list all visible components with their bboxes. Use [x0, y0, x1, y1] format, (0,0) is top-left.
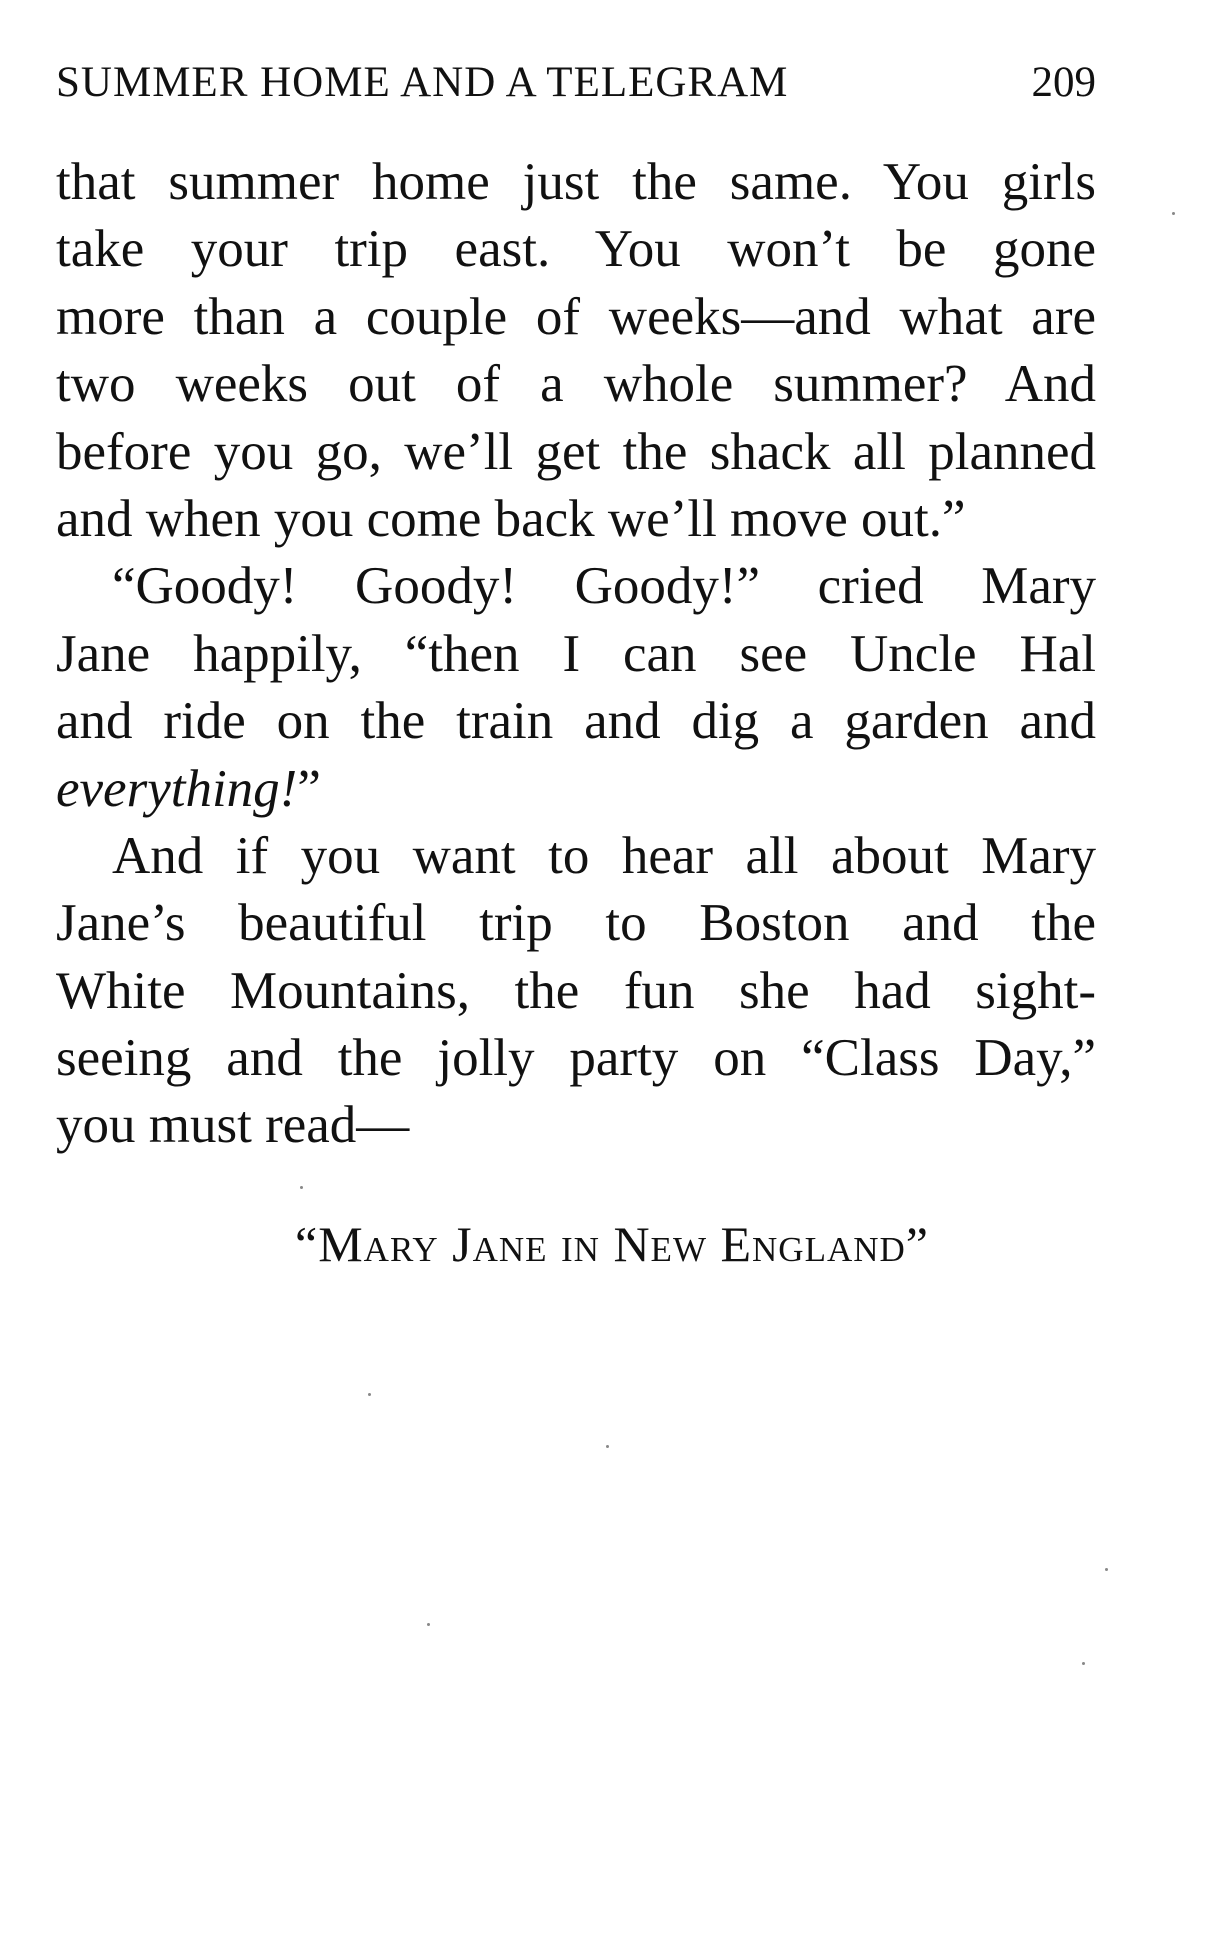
- page-number: 209: [1031, 59, 1096, 106]
- text-line: and ride on the train and dig a garden and: [56, 692, 1096, 751]
- text-line: And if you want to hear all about Mary: [112, 826, 1096, 885]
- text-line: White Mountains, the fun she had sight-: [56, 961, 1096, 1020]
- text-line: before you go, we’ll get the shack all planned: [56, 422, 1096, 481]
- scan-speck: [1082, 1662, 1085, 1665]
- text-line: “Goody! Goody! Goody!” cried Mary: [112, 557, 1096, 616]
- text-line: you must read—: [56, 1096, 410, 1155]
- text-line: take your trip east. You won’t be gone: [56, 220, 1096, 279]
- chapter-title: SUMMER HOME AND A TELEGRAM: [56, 59, 789, 106]
- text-line: Jane happily, “then I can see Uncle Hal: [56, 624, 1096, 683]
- scan-speck: [368, 1393, 371, 1396]
- scan-speck: [606, 1445, 609, 1448]
- text-line: two weeks out of a whole summer? And: [56, 355, 1096, 414]
- text-line: Jane’s beautiful trip to Boston and the: [56, 894, 1096, 953]
- scan-speck: [300, 1186, 303, 1189]
- text-line: that summer home just the same. You girls: [56, 153, 1096, 211]
- scan-speck: [1105, 1568, 1108, 1571]
- closing-quote: ”: [297, 759, 321, 818]
- text-line: seeing and the jolly party on “Class Day,”: [56, 1029, 1096, 1088]
- italic-word: everything!: [56, 759, 298, 818]
- text-line: [56, 756, 1096, 823]
- text-line: more than a couple of weeks—and what are: [56, 287, 1096, 346]
- body-text: [56, 149, 1096, 1160]
- scan-speck: [1172, 212, 1175, 215]
- scan-speck: [427, 1623, 430, 1626]
- text-line: and when you come back we’ll move out.”: [56, 489, 966, 548]
- running-header: [56, 58, 1096, 118]
- book-title: “Mary Jane in New England”: [295, 1216, 929, 1272]
